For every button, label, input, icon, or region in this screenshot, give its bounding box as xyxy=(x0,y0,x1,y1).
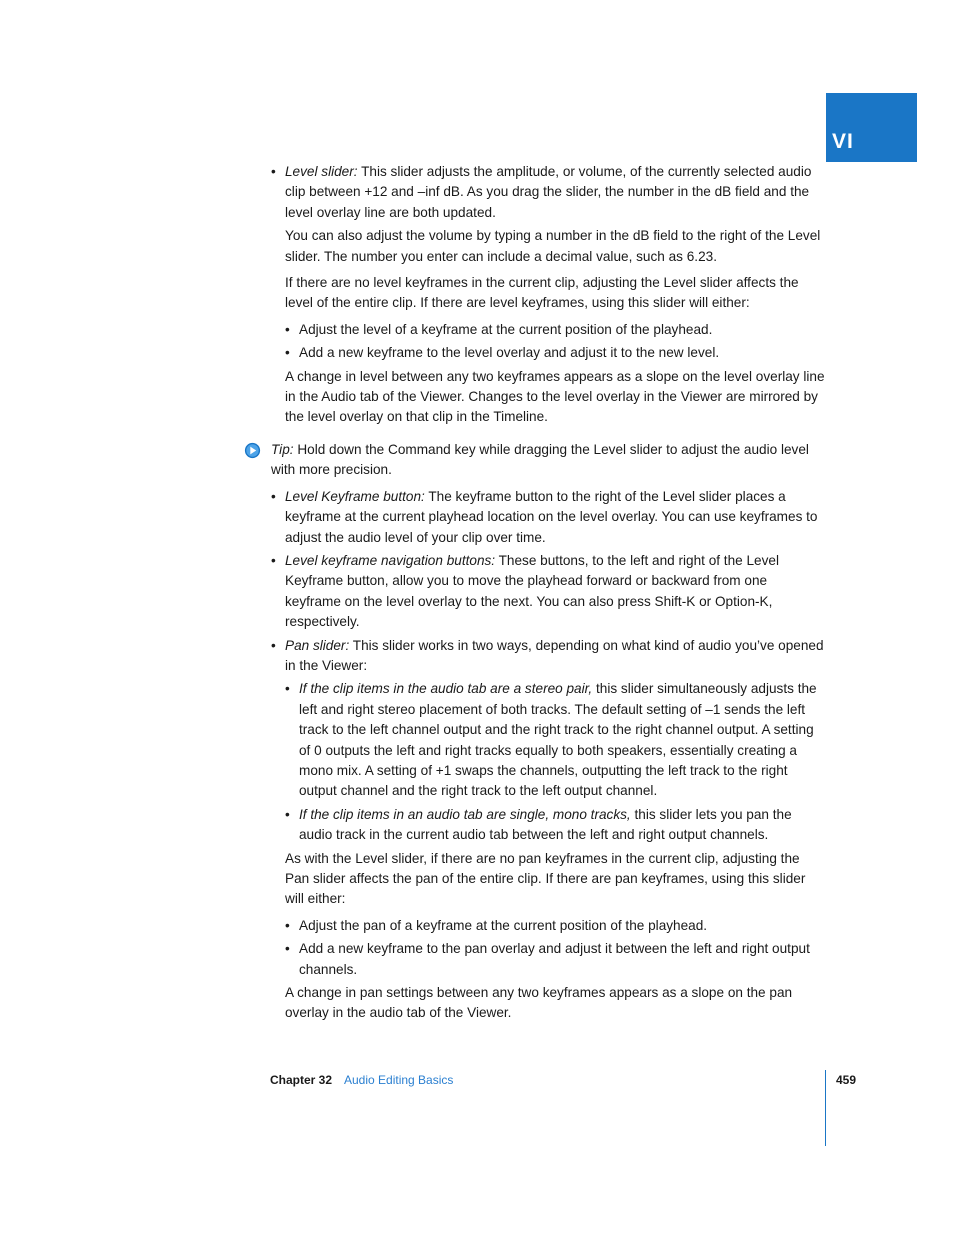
list-item-pan-option-2 xyxy=(0,939,825,980)
desc-pan-slider: This slider works in two ways, depending on what kind of audio you’ve opened in the Viewer: xyxy=(285,637,824,673)
term-stereo-pair: If the clip items in the audio tab are a stereo pair, xyxy=(299,681,593,697)
list-item-level-keyframe-button xyxy=(0,487,825,548)
pan-option-text: Add a new keyframe to the pan overlay and adjust it between the left and right output channels. xyxy=(299,941,810,977)
term-level-slider: Level slider: xyxy=(285,164,358,179)
paragraph-pan-keyframes: As with the Level slider, if there are no pan keyframes in the current clip, adjusting the Pan slider affects the pan of the entire clip. If there are pan keyframes, using this slider will either: xyxy=(285,850,806,907)
term-level-keyframe-nav: Level keyframe navigation buttons: xyxy=(285,552,496,568)
list-item-pan-case-stereo xyxy=(0,679,825,801)
desc-mono-tracks: this slider lets you pan the audio track in the current audio tab between the left and right output channels. xyxy=(299,806,792,843)
bullet: • xyxy=(285,345,290,361)
part-tab-label: VI xyxy=(832,130,854,153)
part-tab xyxy=(826,93,917,162)
bullet: • xyxy=(285,321,290,337)
paragraph-volume-typing: You can also adjust the volume by typing a number in the dB field to the right of the Level slider. The number you enter can include a decimal value, such as 6.23. xyxy=(285,228,821,264)
tip-term: Tip: xyxy=(271,441,294,457)
footer-divider xyxy=(825,1070,826,1146)
desc-level-slider: This slider adjusts the amplitude, or volume, of the currently selected audio clip between +12 and –inf dB. As you drag the slider, the number in the dB field and the level overlay line are both updated. xyxy=(285,164,812,220)
desc-level-keyframe-nav: These buttons, to the left and right of the Level Keyframe button, allow you to move the playhead forward or backward from one keyframe on the level overlay to the next. You can also press Shift-K or Option-K, respectively. xyxy=(285,552,779,630)
level-option-text: Adjust the level of a keyframe at the current position of the playhead. xyxy=(299,321,713,337)
bullet: • xyxy=(271,164,276,179)
bullet: • xyxy=(271,552,276,568)
page-number: 459 xyxy=(836,1073,857,1087)
tip-text: Hold down the Command key while dragging the Level slider to adjust the audio level with more precision. xyxy=(271,441,809,478)
paragraph-level-slope: A change in level between any two keyframes appears as a slope on the level overlay line in the Audio tab of the Viewer. Changes to the level overlay in the Viewer are mirrored by the level overlay on that clip in the Timeline. xyxy=(285,368,825,425)
desc-level-keyframe-button: The keyframe button to the right of the Level slider places a keyframe at the current playhead location on the level overlay. You can use keyframes to adjust the audio level of your clip over time. xyxy=(285,488,818,545)
bullet: • xyxy=(285,806,290,822)
footer-chapter-title[interactable]: Audio Editing Basics xyxy=(344,1073,454,1087)
pan-option-text: Adjust the pan of a keyframe at the current position of the playhead. xyxy=(299,917,708,933)
list-item-level-option-1 xyxy=(0,320,825,340)
bullet: • xyxy=(271,637,276,653)
bullet: • xyxy=(285,917,290,933)
bullet: • xyxy=(285,941,290,957)
list-item-level-option-2 xyxy=(0,343,825,363)
tip-arrow-icon xyxy=(244,442,261,459)
list-item-pan-case-mono xyxy=(0,805,825,846)
list-item-pan-slider xyxy=(0,636,825,677)
list-item-pan-option-1 xyxy=(0,916,825,936)
bullet: • xyxy=(285,681,290,697)
list-item-level-slider xyxy=(0,162,825,223)
level-option-text: Add a new keyframe to the level overlay and adjust it to the new level. xyxy=(299,345,720,361)
page-body xyxy=(0,162,954,1024)
term-mono-tracks: If the clip items in an audio tab are single, mono tracks, xyxy=(299,806,631,822)
bullet: • xyxy=(271,488,276,504)
list-item-level-keyframe-nav xyxy=(0,551,825,633)
paragraph-level-keyframes: If there are no level keyframes in the current clip, adjusting the Level slider affects the level of the entire clip. If there are level keyframes, using this slider will either: xyxy=(285,275,799,311)
term-level-keyframe-button: Level Keyframe button: xyxy=(285,488,425,504)
tip-callout xyxy=(0,440,825,481)
footer-chapter-label: Chapter 32 xyxy=(270,1073,333,1087)
desc-stereo-pair: this slider simultaneously adjusts the left and right stereo placement of both tracks. The default setting of –1 sends the left track to the left channel output and the right track to the right channel output. A setting of 0 outputs the left and right tracks equally to both speakers, essentially creating a mono mix. A setting of +1 swaps the channels, outputting the left track to the right output channel and the right track to the left output channel. xyxy=(299,681,817,799)
term-pan-slider: Pan slider: xyxy=(285,637,350,653)
paragraph-pan-slope: A change in pan settings between any two keyframes appears as a slope on the pan overlay in the audio tab of the Viewer. xyxy=(285,985,793,1021)
